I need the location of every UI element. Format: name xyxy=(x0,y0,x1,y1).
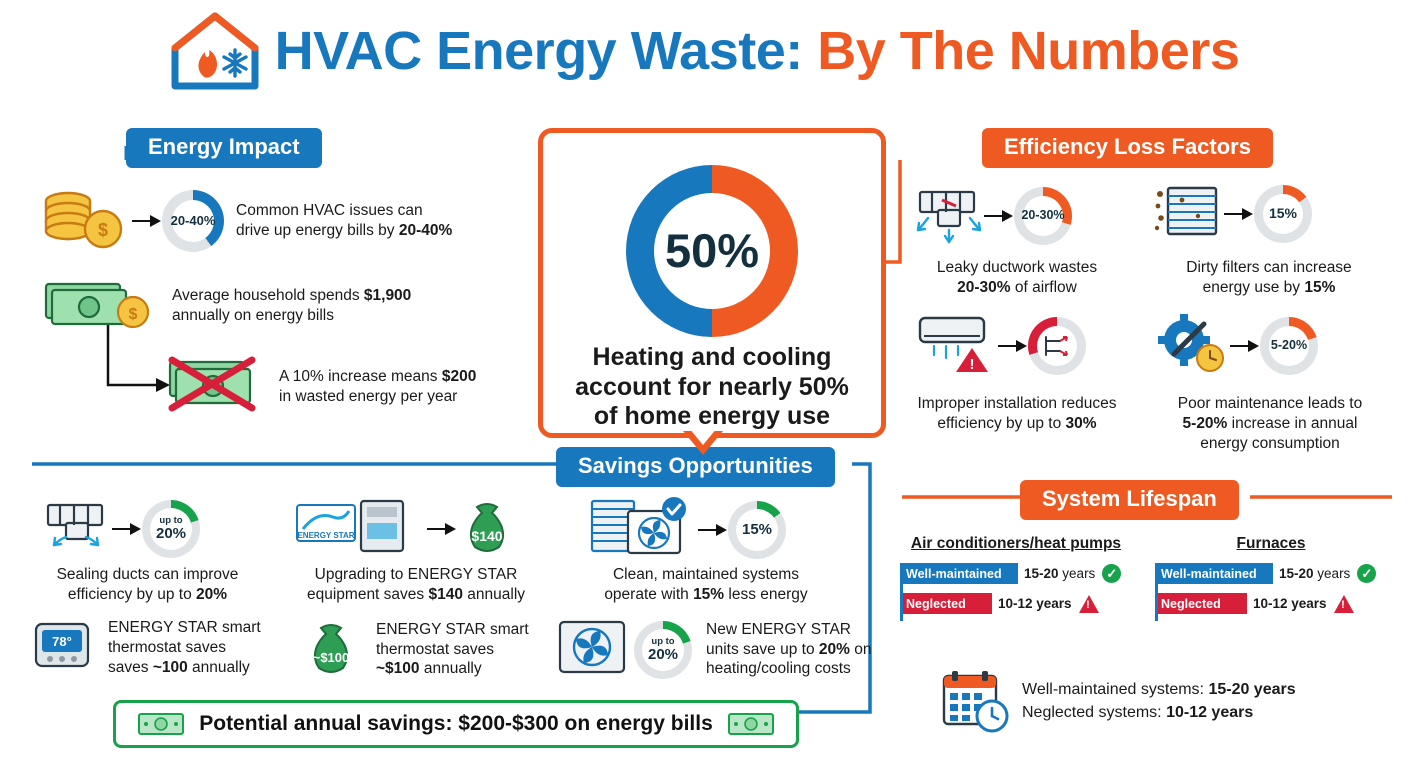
savings-text-1: Sealing ducts can improve efficiency by up to 20% xyxy=(56,566,239,603)
svg-text:ENERGY STAR: ENERGY STAR xyxy=(297,531,355,540)
ring-up-to-20-ducts xyxy=(142,500,200,558)
ring-label: 20-30% xyxy=(1021,207,1065,222)
callout-tail xyxy=(683,431,723,455)
check-icon: ✓ xyxy=(1102,564,1121,583)
lifespan-axis-ac xyxy=(900,563,903,621)
energy-impact-item-1 xyxy=(40,185,520,256)
bar-value xyxy=(1279,566,1350,581)
cash-icon xyxy=(137,711,185,737)
arrow-icon xyxy=(112,522,142,536)
savings-item-6-row xyxy=(556,618,871,681)
lifespan-row-well-maintained xyxy=(900,563,1132,584)
ring-30-efficiency xyxy=(1028,317,1086,375)
lifespan-legend xyxy=(1022,678,1296,724)
efficiency-item-2-row xyxy=(1152,180,1312,247)
dirty-filter-icon xyxy=(1152,180,1224,247)
lifespan-group-furnaces xyxy=(1155,535,1387,623)
warning-icon xyxy=(1334,595,1354,613)
legend-line-2-value: 10-12 years xyxy=(1166,704,1254,722)
lifespan-axis-furnaces xyxy=(1155,563,1158,621)
ring-label: 15% xyxy=(1268,205,1298,222)
arrow-icon xyxy=(1224,207,1254,221)
calendar-clock-icon xyxy=(940,668,1012,739)
ring-sublabel: up to xyxy=(159,514,183,526)
energy-impact-item-2 xyxy=(40,272,520,339)
ring-label: 15% xyxy=(741,520,773,538)
legend-line-2 xyxy=(1022,701,1296,724)
center-callout-card xyxy=(538,128,886,438)
savings-item-3-row xyxy=(588,495,786,564)
cash-icon xyxy=(727,711,775,737)
efficiency-item-3-row xyxy=(912,310,1086,381)
savings-text-3: Clean, maintained systems operate with 15% less energy xyxy=(604,566,808,603)
bar-label: Well-maintained xyxy=(906,566,1002,581)
savings-item-4-row xyxy=(30,618,261,677)
condenser-fan-icon xyxy=(556,618,628,681)
savings-item-1-row xyxy=(40,495,200,562)
ring-up-to-20-units xyxy=(634,621,692,679)
title-part-2: By The Numbers xyxy=(802,21,1240,81)
lifespan-row-well-maintained xyxy=(1155,563,1387,584)
bar-label: Neglected xyxy=(906,596,966,611)
lifespan-group-furnaces-heading: Furnaces xyxy=(1236,535,1306,552)
arrow-icon xyxy=(132,214,162,228)
ring-label: 20% xyxy=(647,645,679,663)
center-donut-value: 50% xyxy=(664,224,760,278)
center-donut xyxy=(626,165,798,337)
svg-text:!: ! xyxy=(969,356,975,373)
savings-item-2-row xyxy=(295,495,517,562)
coin-stack-icon xyxy=(40,185,132,256)
svg-text:$: $ xyxy=(97,220,109,240)
savings-text-5: ENERGY STAR smart thermostat saves ~$100 annually xyxy=(376,620,529,678)
efficiency-text-2: Dirty filters can increase energy use by 15% xyxy=(1186,259,1352,296)
bar-value-unit: years xyxy=(1317,566,1351,581)
arrow-icon xyxy=(984,209,1014,223)
gear-wrench-clock-icon xyxy=(1152,310,1230,381)
money-bag-icon xyxy=(300,618,362,681)
legend-line-2-label: Neglected systems: xyxy=(1022,704,1162,722)
section-header-energy-impact: Energy Impact xyxy=(126,128,322,168)
energy-star-unit-icon xyxy=(295,495,427,562)
center-caption-line-1: Heating and cooling xyxy=(592,343,832,371)
savings-banner xyxy=(113,700,799,748)
check-icon: ✓ xyxy=(1357,564,1376,583)
savings-text-4: ENERGY STAR smart thermostat saves saves ~100 annually xyxy=(108,619,261,676)
money-bag-label: ~$100 xyxy=(312,650,350,665)
svg-text:$: $ xyxy=(128,306,138,323)
ring-15-clean xyxy=(728,501,786,559)
lifespan-row-neglected xyxy=(1155,593,1387,614)
cash-stack-icon xyxy=(40,272,150,339)
center-caption-line-3: of home energy use xyxy=(593,402,831,430)
savings-banner-text: Potential annual savings: $200-$300 on energy bills xyxy=(199,712,713,735)
arrow-icon xyxy=(1230,339,1260,353)
efficiency-text-3: Improper installation reduces efficiency by up to 30% xyxy=(917,395,1117,432)
leaky-duct-icon xyxy=(912,180,984,251)
efficiency-text-4: Poor maintenance leads to 5-20% increase in annual energy consumption xyxy=(1177,395,1363,452)
arrow-icon xyxy=(427,522,457,536)
bar-value-number: 15-20 xyxy=(1024,566,1059,581)
bar-value: 10-12 years xyxy=(1253,596,1327,611)
energy-impact-item-3 xyxy=(160,352,560,421)
section-header-efficiency-loss: Efficiency Loss Factors xyxy=(982,128,1273,168)
bar-label: Well-maintained xyxy=(1161,566,1257,581)
section-header-lifespan: System Lifespan xyxy=(1020,480,1239,520)
legend-line-1-value: 15-20 years xyxy=(1208,681,1296,698)
bar-value-unit: years xyxy=(1062,566,1096,581)
title-part-1: HVAC Energy Waste: xyxy=(274,21,803,81)
bar-value-number: 15-20 xyxy=(1279,566,1314,581)
legend-line-1-label: Well-maintained systems: xyxy=(1022,681,1204,698)
lifespan-group-ac-heading: Air conditioners/heat pumps xyxy=(910,535,1122,552)
arrow-icon xyxy=(698,523,728,537)
energy-impact-text-2: Average household spends $1,900 annually on energy bills xyxy=(172,286,412,324)
efficiency-text-1: Leaky ductwork wastes 20-30% of airflow xyxy=(936,259,1098,296)
ring-15 xyxy=(1254,185,1312,243)
ring-label: 5-20% xyxy=(1270,337,1308,352)
section-header-savings: Savings Opportunities xyxy=(556,447,835,487)
sealed-duct-icon xyxy=(40,495,112,562)
energy-impact-text-3: A 10% increase means $200 in wasted energy per year xyxy=(279,367,477,405)
arrow-icon xyxy=(998,339,1028,353)
thermostat-display: 78° xyxy=(52,634,72,650)
legend-line-1 xyxy=(1022,678,1296,701)
energy-impact-text-1: Common HVAC issues can drive up energy bills by 20-40% xyxy=(236,201,453,239)
savings-text-6: New ENERGY STAR units save up to 20% on heating/cooling costs xyxy=(706,620,872,678)
savings-text-2: Upgrading to ENERGY STAR equipment saves $140 annually xyxy=(306,566,526,603)
bar-value xyxy=(1024,566,1095,581)
ring-sublabel: up to xyxy=(651,635,675,647)
lifespan-row-neglected xyxy=(900,593,1132,614)
ring-label: 20-40% xyxy=(170,212,216,228)
money-bag-icon xyxy=(457,497,517,560)
mini-split-warning-icon xyxy=(912,310,998,381)
cash-crossed-out-icon xyxy=(160,352,265,421)
bar-value: 10-12 years xyxy=(998,596,1072,611)
warning-icon xyxy=(1079,595,1099,613)
center-caption-line-2: account for nearly 50% xyxy=(575,372,849,401)
savings-item-5-row xyxy=(300,618,529,681)
ring-20-30 xyxy=(1014,187,1072,245)
center-caption xyxy=(575,343,849,432)
efficiency-item-1-row xyxy=(912,180,1072,251)
ring-label: 20% xyxy=(155,524,187,542)
smart-thermostat-icon xyxy=(30,618,94,677)
ring-5-20 xyxy=(1260,317,1318,375)
lifespan-group-ac xyxy=(900,535,1132,623)
efficiency-item-4-row xyxy=(1152,310,1318,381)
ring-20-40 xyxy=(162,190,224,252)
clean-system-check-icon xyxy=(588,495,698,564)
bar-label: Neglected xyxy=(1161,596,1221,611)
money-bag-label: $140 xyxy=(471,528,503,544)
